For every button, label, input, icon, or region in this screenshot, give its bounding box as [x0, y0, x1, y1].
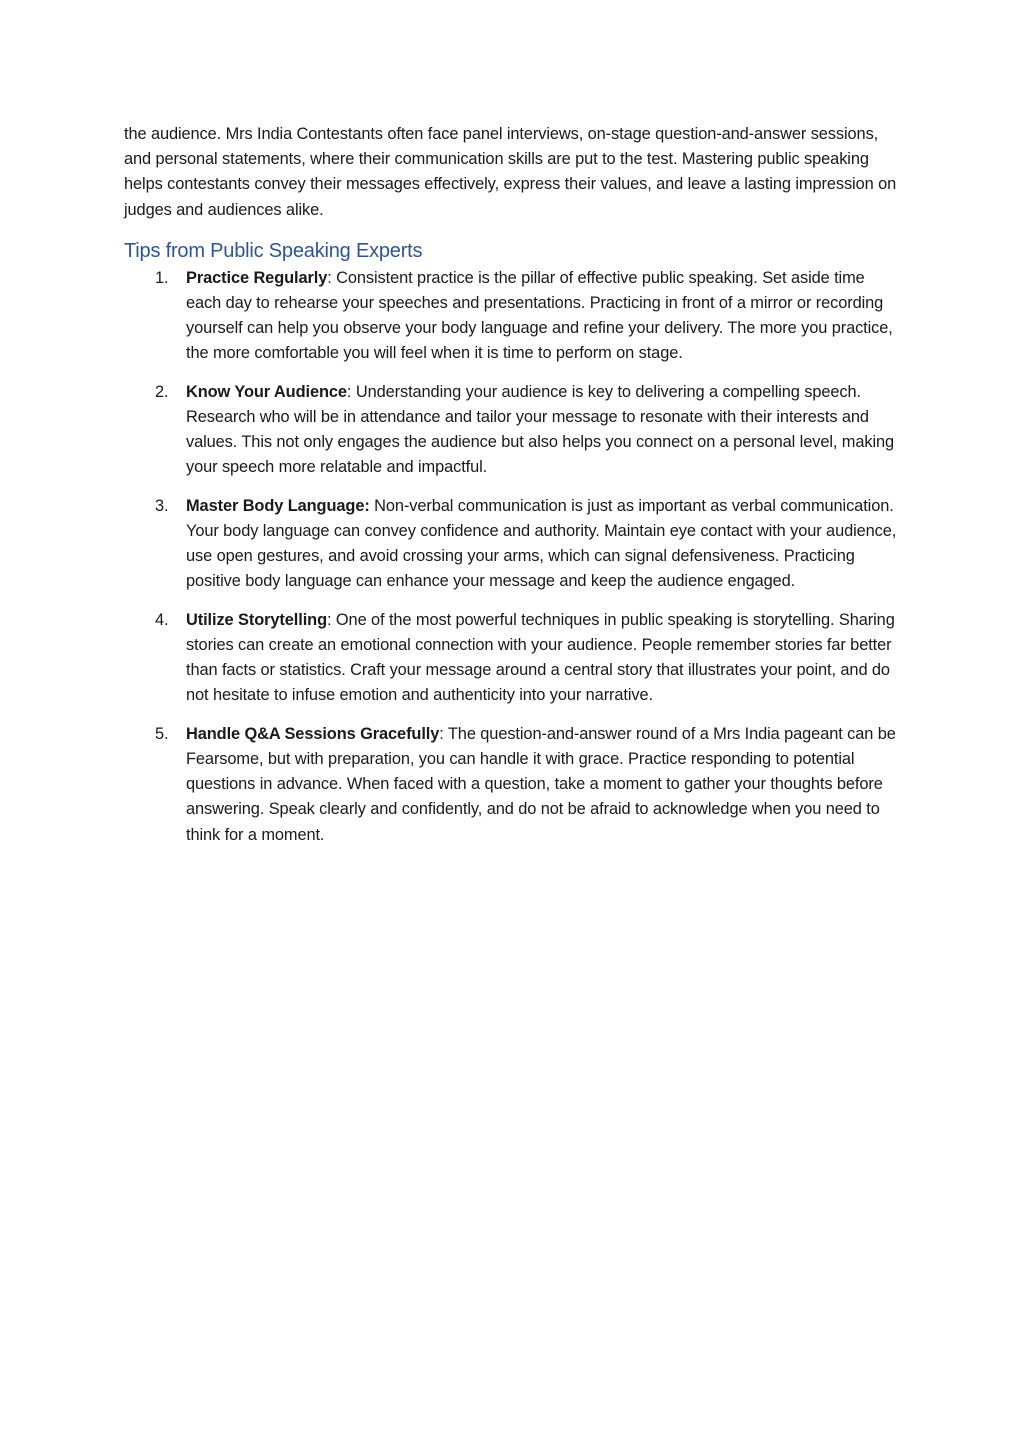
page-content — [124, 122, 902, 861]
list-item-number: 5. — [155, 724, 169, 743]
tip-title: Utilize Storytelling — [186, 610, 327, 629]
list-item-number: 2. — [155, 382, 169, 401]
list-item — [124, 494, 902, 595]
tip-separator: : — [346, 382, 352, 401]
tip-body: The question-and-answer round of a Mrs India pageant can be Fearsome, but with preparation, you can handle it with grace. Practice responding to potential questions in advance. When faced with a question, take a moment to gather your thoughts before answering. Speak clearly and confidently, and do not be afraid to acknowledge when you need to think for a moment. — [186, 724, 896, 844]
tips-list — [124, 266, 902, 848]
tip-title: Master Body Language: — [186, 496, 370, 515]
list-item — [124, 608, 902, 709]
list-item-number: 1. — [155, 268, 169, 287]
intro-paragraph: the audience. Mrs India Contestants often face panel interviews, on-stage question-and-answer sessions, and personal statements, where their communication skills are put to the test. Mastering public speaking helps contestants convey their messages effectively, express their values, and leave a lasting impression on judges and audiences alike. — [124, 125, 897, 219]
list-item — [124, 380, 902, 481]
tip-body: Non-verbal communication is just as important as verbal communication. Your body language can convey confidence and authority. Maintain eye contact with your audience, use open gestures, and avoid crossing your arms, which can signal defensiveness. Practicing positive body language can enhance your message and keep the audience engaged. — [186, 496, 897, 591]
tip-title: Practice Regularly — [186, 268, 328, 287]
tip-separator: : — [327, 268, 332, 287]
tip-body: Consistent practice is the pillar of effective public speaking. Set aside time each day to rehearse your speeches and presentations. Practicing in front of a mirror or recording yourself can help you observe your body language and refine your delivery. The more you practice, the more comfortable you will feel when it is time to perform on stage. — [186, 268, 893, 363]
list-item — [124, 722, 902, 848]
tip-body: One of the most powerful techniques in public speaking is storytelling. Sharing stories can create an emotional connection with your audience. People remember stories far better than facts or statistics. Craft your message around a central story that illustrates your point, and do not hesitate to infuse emotion and authenticity into your narrative. — [186, 610, 895, 705]
tip-body: Understanding your audience is key to delivering a compelling speech. Research who will be in attendance and tailor your message to resonate with their interests and values. This not only engages the audience but also helps you connect on a personal level, making your speech more relatable and impactful. — [186, 382, 895, 477]
list-item-number: 4. — [155, 610, 169, 629]
list-item-number: 3. — [155, 496, 169, 515]
tip-title: Handle Q&A Sessions Gracefully — [186, 724, 440, 743]
section-heading: Tips from Public Speaking Experts — [124, 239, 423, 262]
tip-separator: : — [439, 724, 444, 743]
tip-separator: : — [326, 610, 332, 629]
list-item — [124, 266, 902, 367]
tip-title: Know Your Audience — [186, 382, 347, 401]
